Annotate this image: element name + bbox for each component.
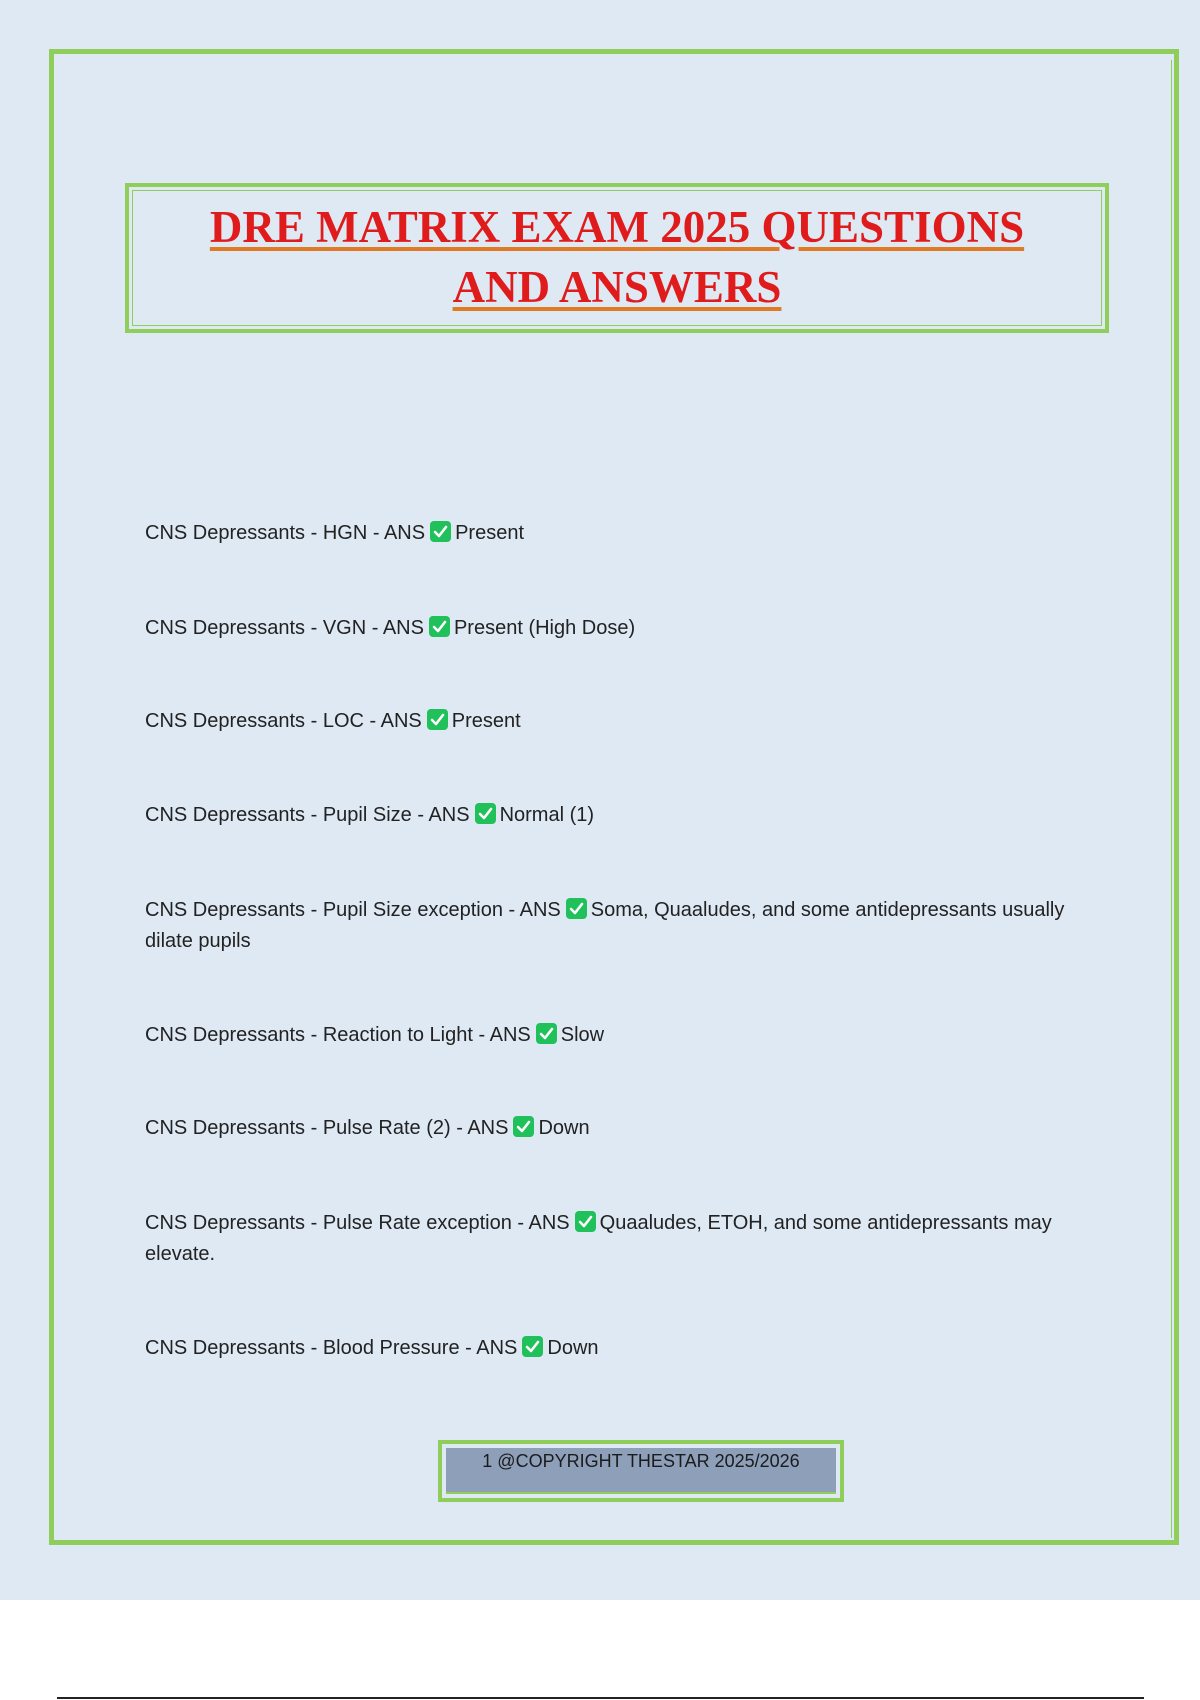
document-title — [129, 197, 1105, 317]
check-mark-icon — [427, 709, 448, 730]
qa-item — [145, 895, 1085, 957]
question-text: CNS Depressants - Pulse Rate exception - ANS — [145, 1212, 570, 1234]
check-mark-icon — [522, 1336, 543, 1357]
qa-item — [145, 1208, 1085, 1270]
question-text: CNS Depressants - Pupil Size exception - ANS — [145, 899, 561, 921]
question-text: CNS Depressants - HGN - ANS — [145, 522, 426, 544]
qa-item — [145, 800, 1085, 831]
check-mark-icon — [513, 1116, 534, 1137]
check-mark-icon — [536, 1023, 557, 1044]
qa-item — [145, 613, 1085, 644]
qa-item — [145, 1333, 1085, 1364]
answer-text: Down — [538, 1117, 590, 1139]
answer-text: Present (High Dose) — [453, 617, 636, 639]
answer-text: Quaaludes, ETOH, and some antidepressants may elevate. — [145, 1212, 1052, 1265]
qa-item — [145, 706, 1085, 737]
check-mark-icon — [566, 898, 587, 919]
question-text: CNS Depressants - Blood Pressure - ANS — [145, 1337, 518, 1359]
answer-text: Normal (1) — [499, 804, 595, 826]
qa-item — [145, 518, 1085, 549]
answer-text: Slow — [560, 1024, 605, 1046]
check-mark-icon — [575, 1211, 596, 1232]
question-text: CNS Depressants - Pupil Size - ANS — [145, 804, 470, 826]
answer-text: Present — [455, 522, 525, 544]
answer-text: Present — [451, 710, 521, 732]
question-text: CNS Depressants - LOC - ANS — [145, 710, 422, 732]
title-box — [125, 183, 1109, 333]
question-text: CNS Depressants - Reaction to Light - ANS — [145, 1024, 531, 1046]
question-text: CNS Depressants - VGN - ANS — [145, 617, 424, 639]
qa-item — [145, 1020, 1085, 1051]
check-mark-icon — [429, 616, 450, 637]
title-line-2: AND ANSWERS — [452, 262, 782, 312]
copyright-text: 1 @COPYRIGHT THESTAR 2025/2026 — [482, 1451, 800, 1471]
check-mark-icon — [475, 803, 496, 824]
question-text: CNS Depressants - Pulse Rate (2) - ANS — [145, 1117, 509, 1139]
check-mark-icon — [430, 521, 451, 542]
title-line-1: DRE MATRIX EXAM 2025 QUESTIONS — [209, 202, 1025, 252]
answer-text: Down — [547, 1337, 599, 1359]
answer-text: Soma, Quaaludes, and some antidepressants usually dilate pupils — [145, 899, 1065, 952]
copyright-footer-box — [438, 1440, 844, 1502]
footer-divider-line — [57, 1697, 1144, 1699]
copyright-footer-fill — [446, 1448, 836, 1494]
qa-item — [145, 1113, 1085, 1144]
